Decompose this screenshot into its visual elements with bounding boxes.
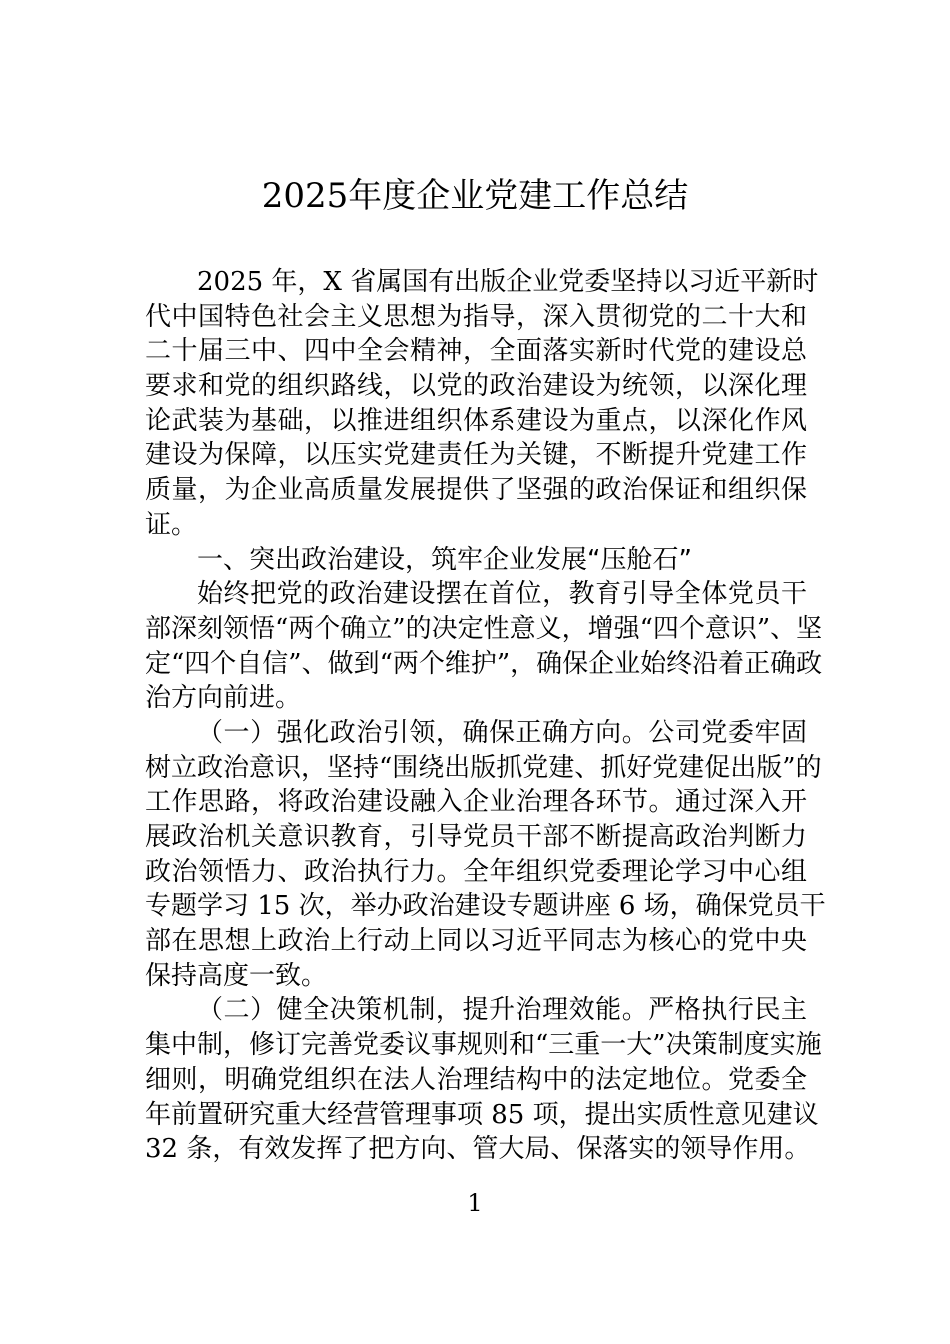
text-line: 集中制，修订完善党委议事规则和“三重一大”决策制度实施 <box>145 1030 822 1061</box>
text-line: 工作思路，将政治建设融入企业治理各环节。通过深入开 <box>145 787 807 818</box>
text-line: 32 条，有效发挥了把方向、管大局、保落实的领导作用。 <box>145 1134 811 1165</box>
text-line: 要求和党的组织路线，以党的政治建设为统领，以深化理 <box>145 371 807 402</box>
text-line: 一、突出政治建设，筑牢企业发展“压舱石” <box>197 544 692 575</box>
text-line: 保持高度一致。 <box>145 960 328 991</box>
text-line: 部在思想上政治上行动上同以习近平同志为核心的党中央 <box>145 926 807 957</box>
text-line: 年前置研究重大经营管理事项 85 项，提出实质性意见建议 <box>145 1099 819 1130</box>
section-heading <box>145 543 807 578</box>
text-line: 质量，为企业高质量发展提供了坚强的政治保证和组织保 <box>145 475 807 506</box>
text-line: 论武装为基础，以推进组织体系建设为重点，以深化作风 <box>145 405 807 436</box>
text-line: 二十届三中、四中全会精神，全面落实新时代党的建设总 <box>145 336 807 367</box>
text-line: 始终把党的政治建设摆在首位，教育引导全体党员干 <box>197 579 807 610</box>
text-line: （一）强化政治引领，确保正确方向。公司党委牢固 <box>197 717 807 748</box>
text-line: 治方向前进。 <box>145 683 302 714</box>
text-line: 证。 <box>145 509 198 540</box>
text-line: 部深刻领悟“两个确立”的决定性意义，增强“四个意识”、坚 <box>145 613 823 644</box>
text-line: 政治领悟力、政治执行力。全年组织党委理论学习中心组 <box>145 856 807 887</box>
paragraph <box>145 265 819 543</box>
text-line: 定“四个自信”、做到“两个维护”，确保企业始终沿着正确政 <box>145 648 823 679</box>
text-line: 专题学习 15 次，举办政治建设专题讲座 6 场，确保党员干 <box>145 891 826 922</box>
paragraph <box>145 577 823 716</box>
page-number: 1 <box>467 1189 483 1217</box>
document-title: 2025年度企业党建工作总结 <box>261 176 689 216</box>
text-line: 树立政治意识，坚持“围绕出版抓党建、抓好党建促出版”的 <box>145 752 822 783</box>
text-line: （二）健全决策机制，提升治理效能。严格执行民主 <box>197 995 807 1026</box>
paragraph <box>145 716 826 994</box>
text-line: 2025 年，X 省属国有出版企业党委坚持以习近平新时 <box>197 267 819 297</box>
text-line: 代中国特色社会主义思想为指导，深入贯彻党的二十大和 <box>145 301 807 332</box>
text-line: 建设为保障，以压实党建责任为关键，不断提升党建工作 <box>145 440 807 471</box>
document-body <box>145 265 826 1167</box>
text-line: 展政治机关意识教育，引导党员干部不断提高政治判断力 <box>145 822 807 852</box>
text-line: 细则，明确党组织在法人治理结构中的法定地位。党委全 <box>145 1064 807 1095</box>
paragraph <box>145 993 822 1166</box>
